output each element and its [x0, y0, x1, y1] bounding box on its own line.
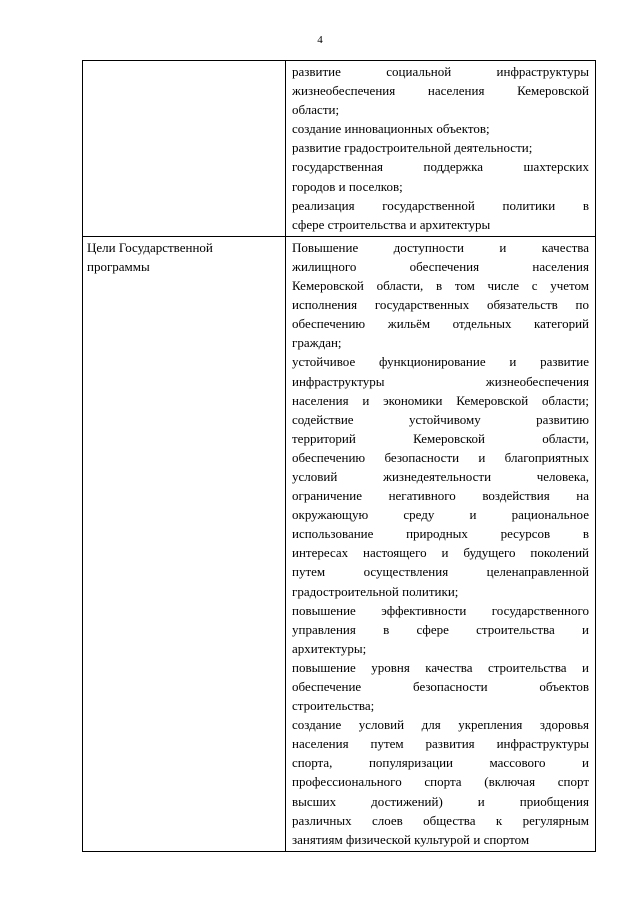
row1-right-text [286, 61, 595, 236]
text-line: использование природных ресурсов в [292, 526, 589, 542]
text-line: путем осуществления целенаправленной [292, 564, 589, 580]
text-line: управления в сфере строительства и [292, 621, 589, 637]
text-line: программы [87, 258, 150, 274]
program-goals-label [83, 237, 285, 276]
text-line: повышение эффективности государственного [292, 602, 589, 618]
text-line: создание условий для укрепления здоровья [292, 717, 589, 733]
text-line: повышение уровня качества строительства и [292, 659, 589, 675]
text-line: городов и поселков; [292, 178, 403, 194]
text-line: реализация государственной политики в [292, 197, 589, 213]
text-line: профессионального спорта (включая спорт [292, 774, 589, 790]
text-line: населения путем развития инфраструктуры [292, 736, 589, 752]
table-row [83, 61, 596, 237]
text-line: обеспечению безопасности и благоприятных [292, 449, 589, 465]
text-line: обеспечению жильём отдельных категорий [292, 316, 589, 332]
program-passport-table [82, 60, 596, 852]
text-line: государственная поддержка шахтерских [292, 159, 589, 175]
text-line: развитие градостроительной деятельности; [292, 140, 533, 156]
text-line: условий жизнедеятельности человека, [292, 468, 589, 484]
text-line: жилищного обеспечения населения [292, 258, 589, 274]
text-line: занятиям физической культурой и спортом [292, 831, 530, 847]
text-line: градостроительной политики; [292, 583, 459, 599]
text-line: устойчивое функционирование и развитие [292, 354, 589, 370]
text-line: архитектуры; [292, 640, 367, 656]
text-line: различных слоев общества к регулярным [292, 812, 589, 828]
row1-right-cell [286, 61, 596, 237]
text-line: обеспечение безопасности объектов [292, 679, 589, 694]
text-line: инфраструктуры жизнеобеспечения [292, 373, 589, 389]
text-line: сфере строительства и архитектуры [292, 216, 491, 232]
text-line: области; [292, 102, 340, 118]
table-row [83, 236, 596, 851]
row1-left-text [83, 61, 285, 62]
text-line: содействие устойчивому развитию [292, 411, 589, 427]
text-line: граждан; [292, 335, 342, 351]
page-number: 4 [317, 34, 323, 46]
text-line: исполнения государственных обязательств по [292, 297, 589, 313]
text-line: спорта, популяризации массового и [292, 755, 589, 771]
text-line: создание инновационных объектов; [292, 121, 490, 137]
row2-right-cell [286, 236, 596, 851]
text-line: населения и экономики Кемеровской области; [292, 392, 589, 408]
row1-left-cell [83, 61, 286, 237]
text-line: территорий Кемеровской области, [292, 430, 589, 446]
text-line: жизнеобеспечения населения Кемеровской [292, 83, 589, 99]
text-line: ограничение негативного воздействия на [292, 488, 589, 504]
text-line: Кемеровской области, в том числе с учетом [292, 278, 589, 294]
text-line: окружающую среду и рациональное [292, 507, 589, 523]
program-goals-text [286, 237, 595, 851]
text-line: Повышение доступности и качества [292, 239, 589, 255]
text-line: развитие социальной инфраструктуры [292, 64, 589, 79]
text-line: Цели Государственной [87, 239, 213, 255]
text-line: интересах настоящего и будущего поколений [292, 545, 589, 561]
row2-left-cell [83, 236, 286, 851]
text-line: строительства; [292, 698, 375, 714]
text-line: высших достижений) и приобщения [292, 793, 589, 809]
